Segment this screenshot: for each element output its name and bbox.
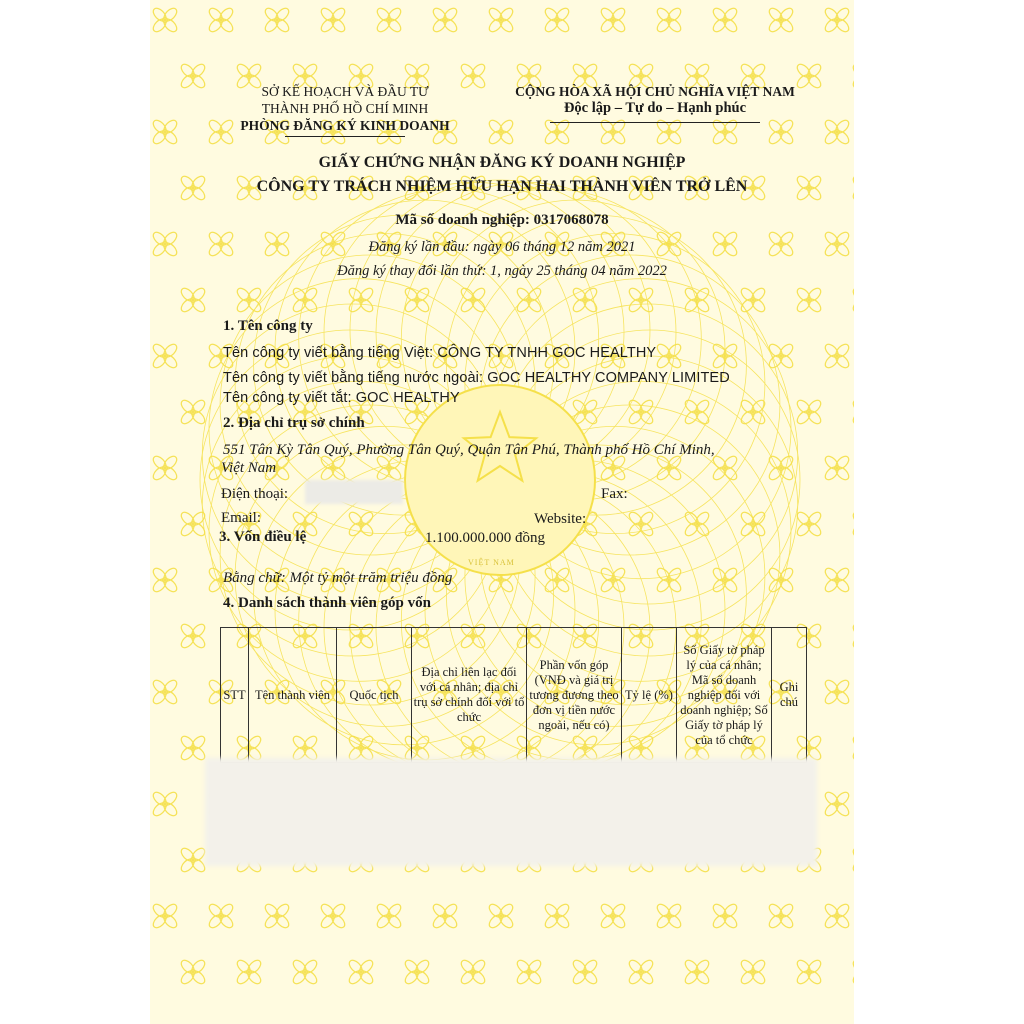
charter-capital: 1.100.000.000 đồng [425, 530, 545, 546]
change-registration: Đăng ký thay đổi lần thứ: 1, ngày 25 tháng 04 năm 2022 [337, 263, 667, 279]
issuer-block [230, 83, 460, 134]
column-header: STT [221, 628, 249, 763]
first-registration: Đăng ký lần đầu: ngày 06 tháng 12 năm 2021 [368, 239, 636, 255]
column-header: Địa chỉ liên lạc đối với cá nhân; địa chỉ trụ sở chính đối với tổ chức [412, 628, 527, 763]
column-header: Phần vốn góp (VNĐ và giá trị tương đương theo đơn vị tiền nước ngoài, nếu có) [527, 628, 622, 763]
certificate-page [150, 0, 854, 1024]
issuer-line-3: PHÒNG ĐĂNG KÝ KINH DOANH [240, 118, 450, 133]
column-header: Tên thành viên [249, 628, 337, 763]
capital-in-words: Bằng chữ: Một tỷ một trăm triệu đồng [223, 570, 453, 586]
motto-underline [550, 122, 760, 123]
document-title: GIẤY CHỨNG NHẬN ĐĂNG KÝ DOANH NGHIỆP [318, 154, 686, 171]
section-3-heading: 3. Vốn điều lệ [219, 529, 307, 545]
column-header: Ghi chú [772, 628, 807, 763]
table-header-row [221, 628, 807, 763]
tax-code: Mã số doanh nghiệp: 0317068078 [395, 212, 609, 228]
phone-label: Điện thoại: [221, 486, 289, 502]
company-name-foreign: Tên công ty viết bằng tiếng nước ngoài: GOC HEALTHY COMPANY LIMITED [223, 370, 730, 386]
website-label: Website: [534, 511, 587, 527]
redacted-members-region [205, 758, 817, 866]
section-1-heading: 1. Tên công ty [223, 318, 313, 334]
address-line-2: Việt Nam [221, 460, 277, 476]
issuer-line-1: SỞ KẾ HOẠCH VÀ ĐẦU TƯ [261, 84, 429, 99]
issuer-underline [285, 136, 405, 137]
fax-label: Fax: [601, 486, 628, 502]
section-4-heading: 4. Danh sách thành viên góp vốn [223, 595, 431, 611]
issuer-line-2: THÀNH PHỐ HỒ CHÍ MINH [261, 101, 429, 116]
redacted-phone [305, 480, 403, 504]
address-line-1: 551 Tân Kỳ Tân Quý, Phường Tân Quý, Quận Tân Phú, Thành phố Hồ Chí Minh, [223, 442, 715, 458]
section-2-heading: 2. Địa chỉ trụ sở chính [223, 415, 365, 431]
emblem-caption: VIỆT NAM [468, 558, 515, 567]
national-motto: Độc lập – Tự do – Hạnh phúc [563, 100, 747, 116]
national-header [490, 83, 820, 117]
column-header: Tỷ lệ (%) [622, 628, 677, 763]
company-type: CÔNG TY TRÁCH NHIỆM HỮU HẠN HAI THÀNH VIÊN TRỞ LÊN [256, 178, 748, 195]
company-short-name: Tên công ty viết tắt: GOC HEALTHY [223, 390, 460, 406]
company-name-vn: Tên công ty viết bằng tiếng Việt: CÔNG TY TNHH GOC HEALTHY [223, 345, 657, 361]
email-label: Email: [221, 510, 261, 526]
column-header: Quốc tịch [337, 628, 412, 763]
column-header: Số Giấy tờ pháp lý của cá nhân; Mã số doanh nghiệp đối với doanh nghiệp; Số Giấy tờ pháp lý của tổ chức [677, 628, 772, 763]
national-name: CỘNG HÒA XÃ HỘI CHỦ NGHĨA VIỆT NAM [515, 84, 795, 99]
